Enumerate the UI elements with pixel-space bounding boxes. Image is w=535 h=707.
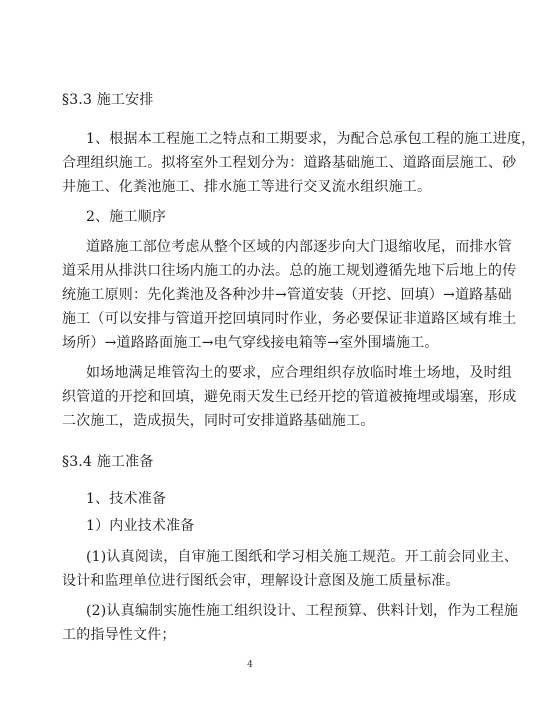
paragraph-line: 工的指导性文件；	[62, 627, 176, 643]
subheading: 2、施工顺序	[86, 209, 167, 225]
subheading: 1）内业技术准备	[86, 518, 195, 534]
paragraph-line: 道采用从排洪口往场内施工的办法。总的施工规划遵循先地下后地上的传	[62, 263, 517, 279]
subheading: 1、技术准备	[86, 491, 167, 507]
paragraph-line: (2)认真编制实施性施工组织设计、工程预算、供料计划，作为工程施	[86, 603, 519, 619]
paragraph-line: 织管道的开挖和回填，避免雨天发生已经开挖的管道被掩埋或塌塞，形成	[62, 389, 517, 405]
paragraph-line: 井施工、化粪池施工、排水施工等进行交叉流水组织施工。	[62, 179, 432, 195]
paragraph-line: 场所）→道路路面施工→电气穿线接电箱等→室外围墙施工。	[62, 335, 439, 351]
paragraph-line: 施工（可以安排与管道开挖回填同时作业，务必要保证非道路区域有堆土	[62, 311, 517, 327]
paragraph-line: 统施工原则：先化粪池及各种沙井→管道安装（开挖、回填）→道路基础	[62, 287, 512, 303]
section-heading: §3.4 施工准备	[62, 454, 154, 470]
paragraph-line: 道路施工部位考虑从整个区域的内部逐步向大门退缩收尾，而排水管	[86, 239, 512, 255]
paragraph-line: 合理组织施工。拟将室外工程划分为：道路基础施工、道路面层施工、砂	[62, 155, 517, 171]
section-heading: §3.3 施工安排	[62, 92, 154, 108]
paragraph-line: 如场地满足堆管沟土的要求，应合理组织存放临时堆土场地，及时组	[86, 365, 512, 381]
page-number: 4	[247, 660, 253, 670]
paragraph-line: 二次施工，造成损失，同时可安排道路基础施工。	[62, 413, 375, 429]
paragraph-line: 设计和监理单位进行图纸会审，理解设计意图及施工质量标准。	[62, 573, 460, 589]
paragraph-line: 1、根据本工程施工之特点和工期要求，为配合总承包工程的施工进度，	[86, 131, 535, 147]
paragraph-line: (1)认真阅读，自审施工图纸和学习相关施工规范。开工前会同业主、	[86, 549, 519, 565]
